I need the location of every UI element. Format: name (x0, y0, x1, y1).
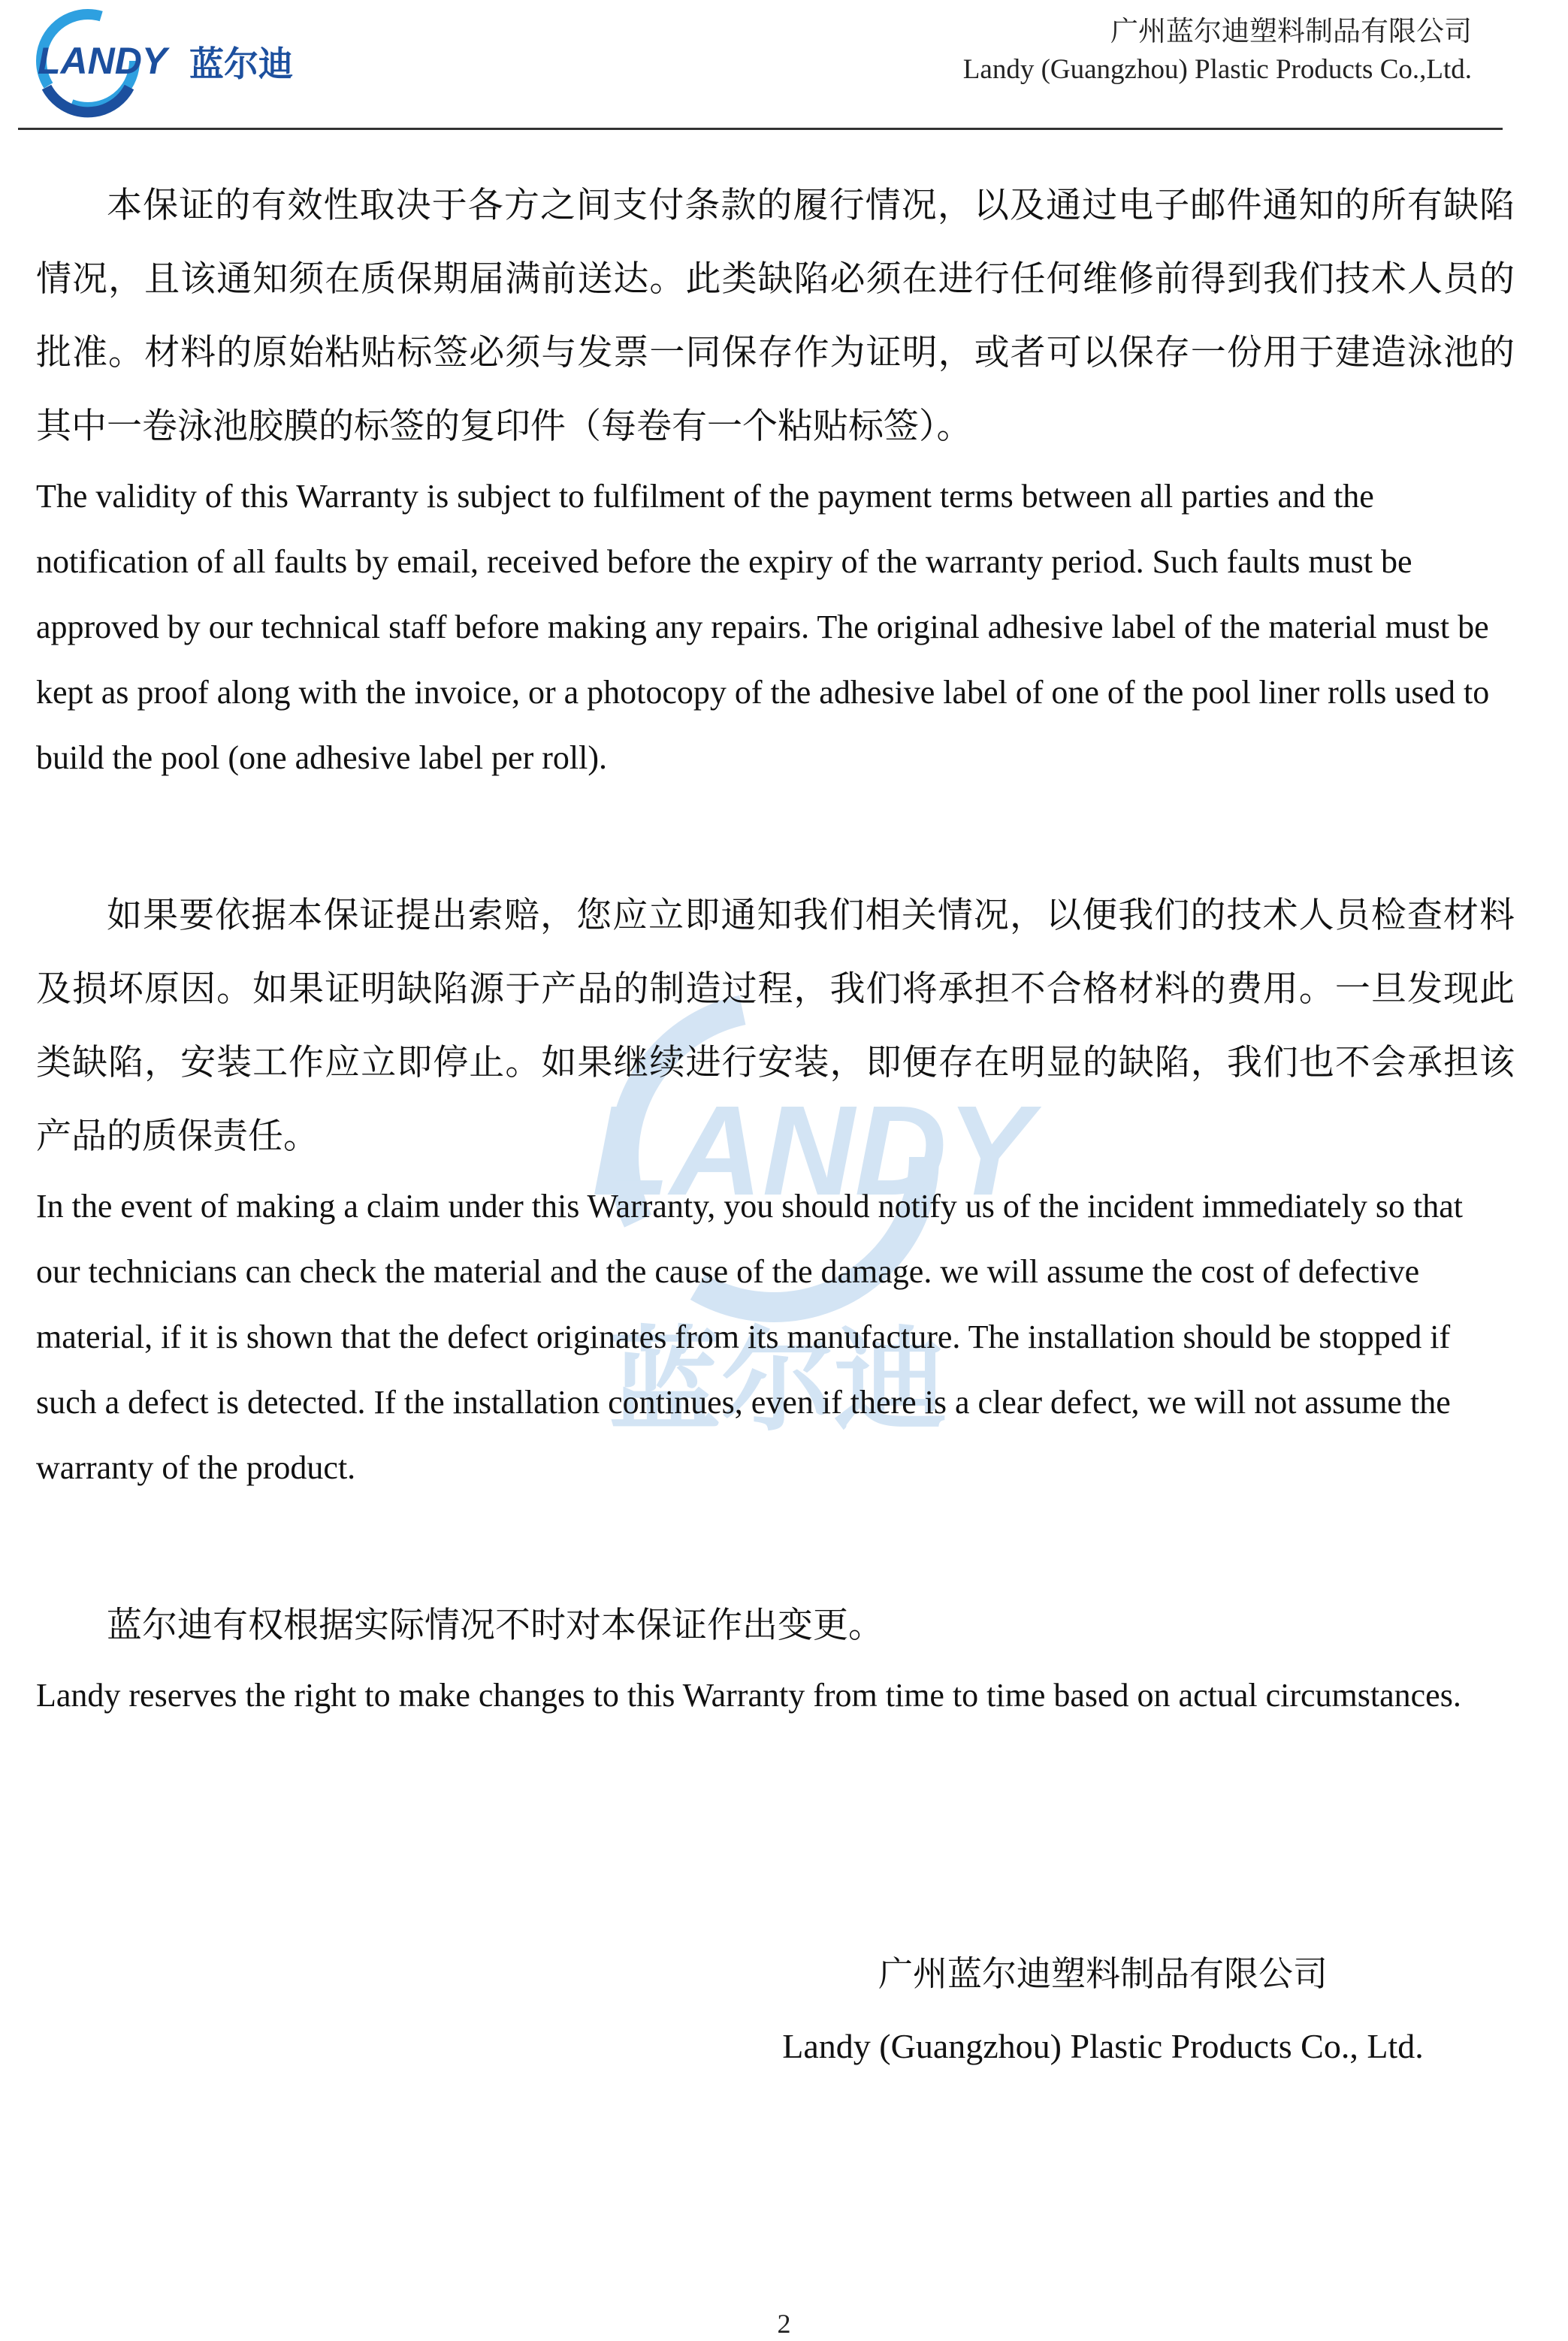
warranty-body (36, 169, 1515, 1728)
signature-company-cn: 广州蓝尔迪塑料制品有限公司 (878, 1955, 1328, 1993)
watermark-wordmark: LANDY (592, 1080, 1032, 1222)
page-header (0, 0, 1568, 131)
paragraph-validity-en: The validity of this Warranty is subject to fulfilment of the payment terms between all parties and the notification of all faults by email, received before the expiry of the warranty period. Such faults must be approved by our technical staff before making any repairs. The original adhesive label of the material must be kept as proof along with the invoice, or a photocopy of the adhesive label of one of the pool liner rolls used to build the pool (one adhesive label per roll). (36, 478, 1490, 776)
watermark-chinese: 蓝尔迪 (609, 1316, 947, 1447)
paragraph-changes-en: Landy reserves the right to make changes to this Warranty from time to time based on actual circumstances. (36, 1677, 1461, 1714)
header-divider (18, 128, 1503, 130)
paragraph-claim-zh: 如果要依据本保证提出索赔，您应立即通知我们相关情况，以便我们的技术人员检查材料及损坏原因。如果证明缺陷源于产品的制造过程，我们将承担不合格材料的费用。一旦发现此类缺陷，安装工作应立即停止。如果继续进行安装，即便存在明显的缺陷，我们也不会承担该产品的质保责任。 (36, 896, 1515, 1156)
paragraph-claim-en: In the event of making a claim under this Warranty, you should notify us of the incident immediately so that our technicians can check the material and the cause of the damage. we will assume the cost of defective material, if it is shown that the defect originates from its manufacture. The installation should be stopped if such a defect is detected. If the installation continues, even if there is a clear defect, we will not assume the warranty of the product. (36, 1188, 1464, 1486)
page-number: 2 (777, 2309, 791, 2339)
signature-block (735, 1938, 1471, 2083)
landy-logo (32, 5, 302, 117)
header-company-info (963, 14, 1472, 89)
signature-company-en: Landy (Guangzhou) Plastic Products Co., Ltd. (782, 2027, 1424, 2065)
logo-chinese: 蓝尔迪 (189, 44, 293, 84)
paragraph-changes-zh: 蓝尔迪有权根据实际情况不时对本保证作出变更。 (107, 1606, 884, 1645)
header-company-en: Landy (Guangzhou) Plastic Products Co.,Ltd. (962, 54, 1472, 85)
header-company-cn: 广州蓝尔迪塑料制品有限公司 (1110, 17, 1472, 47)
logo-wordmark: LANDY (38, 40, 168, 82)
paragraph-validity-zh: 本保证的有效性取决于各方之间支付条款的履行情况，以及通过电子邮件通知的所有缺陷情况，且该通知须在质保期届满前送达。此类缺陷必须在进行任何维修前得到我们技术人员的批准。材料的原始粘贴标签必须与发票一同保存作为证明，或者可以保存一份用于建造泳池的其中一卷泳池胶膜的标签的复印件（每卷有一个粘贴标签）。 (36, 186, 1515, 446)
